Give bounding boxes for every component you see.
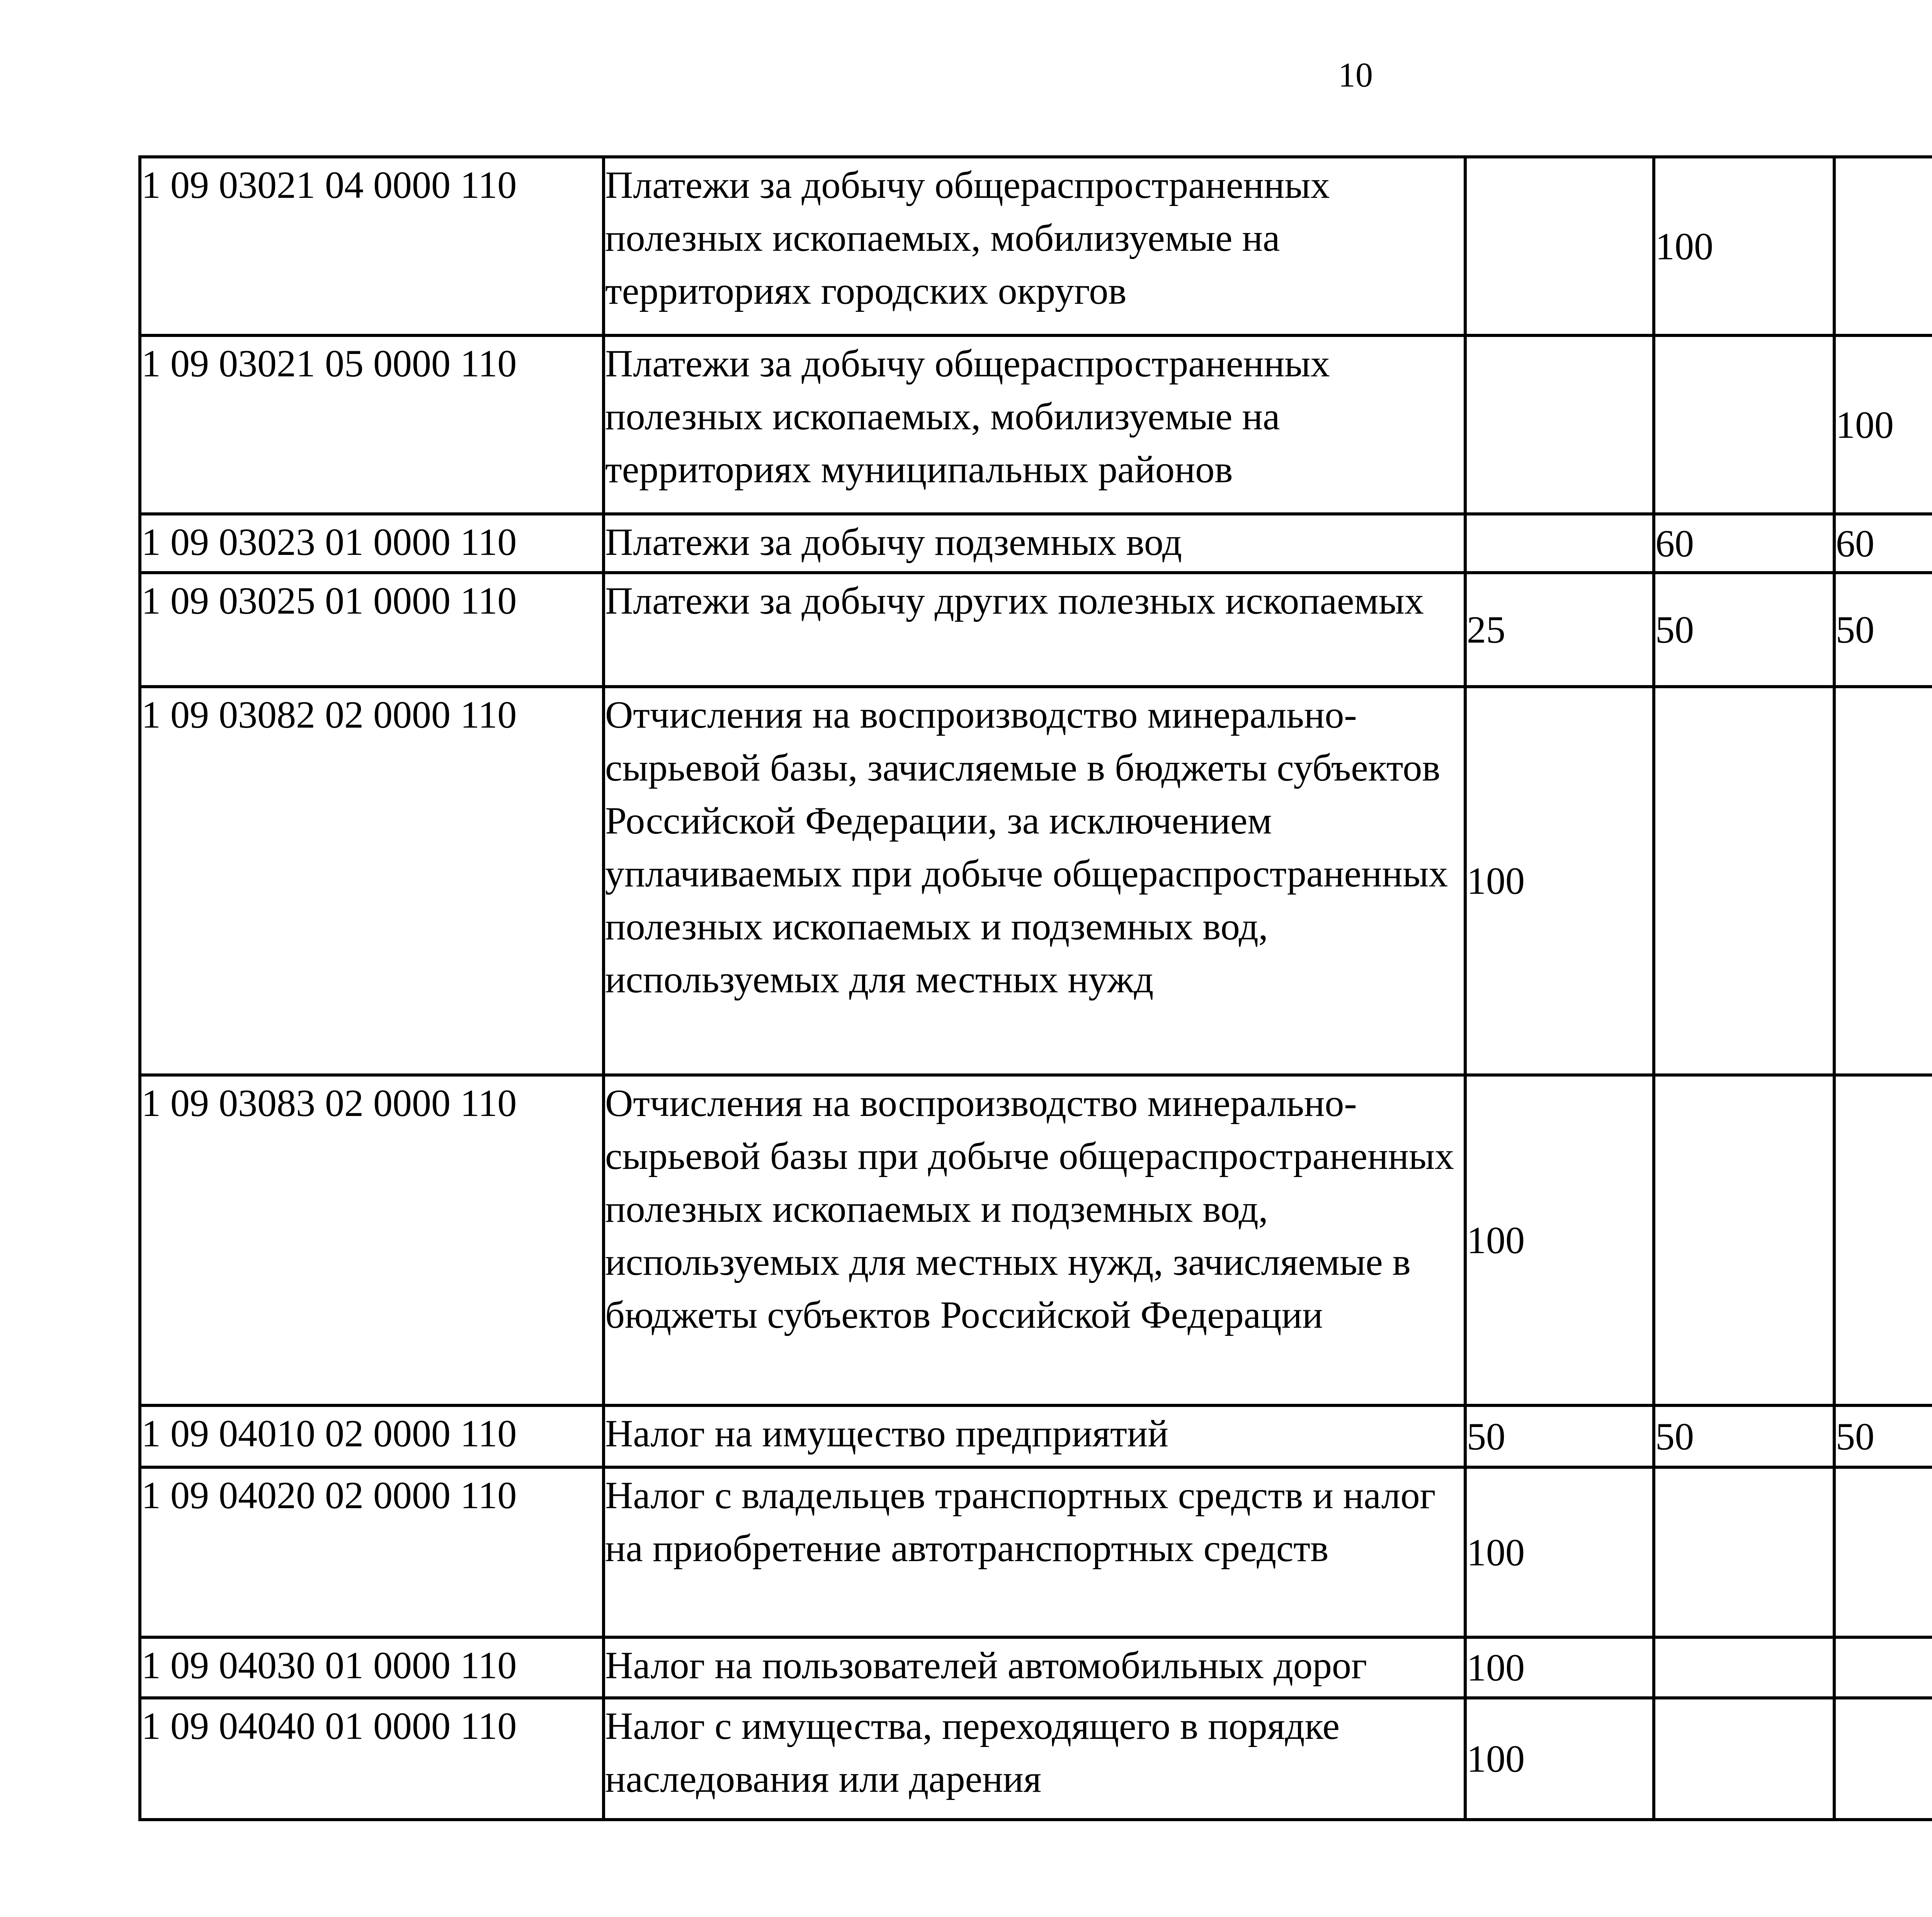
budget-code-cell: 1 09 04030 01 0000 110 <box>140 1637 604 1698</box>
share-cell-3 <box>1834 1467 1932 1637</box>
share-cell-3 <box>1834 1075 1932 1405</box>
revenue-name-cell: Отчисления на воспроизводство минерально-сырьевой базы, зачисляемые в бюджеты субъектов Российской Федерации, за исключением уплачиваемых при добыче общераспространенных полезных ископаемых и подземных вод, используемых для местных нужд <box>604 687 1465 1075</box>
budget-code-cell: 1 09 03025 01 0000 110 <box>140 573 604 687</box>
page-number: 10 <box>1338 56 1373 94</box>
budget-code-cell: 1 09 03021 05 0000 110 <box>140 335 604 514</box>
share-cell-1: 100 <box>1465 1075 1654 1405</box>
revenue-name-cell: Налог на имущество предприятий <box>604 1405 1465 1467</box>
share-cell-2 <box>1654 1075 1834 1405</box>
table-row <box>140 514 1932 573</box>
table-row <box>140 687 1932 1075</box>
share-cell-2: 50 <box>1654 1405 1834 1467</box>
share-cell-3 <box>1834 1637 1932 1698</box>
budget-code-cell: 1 09 03021 04 0000 110 <box>140 157 604 335</box>
share-cell-2 <box>1654 1698 1834 1820</box>
share-cell-2 <box>1654 687 1834 1075</box>
revenue-name-cell: Отчисления на воспроизводство минерально-сырьевой базы при добыче общераспространенных полезных ископаемых и подземных вод, используемых для местных нужд, зачисляемые в бюджеты субъектов Российской Федерации <box>604 1075 1465 1405</box>
share-cell-1: 100 <box>1465 1698 1654 1820</box>
share-cell-2 <box>1654 1637 1834 1698</box>
share-cell-3 <box>1834 157 1932 335</box>
share-cell-1: 50 <box>1465 1405 1654 1467</box>
revenue-name-cell: Платежи за добычу общераспространенных полезных ископаемых, мобилизуемые на территориях муниципальных районов <box>604 335 1465 514</box>
table-row <box>140 1467 1932 1637</box>
revenue-name-cell: Налог с имущества, переходящего в порядке наследования или дарения <box>604 1698 1465 1820</box>
table-row <box>140 335 1932 514</box>
share-cell-1 <box>1465 514 1654 573</box>
revenue-distribution-table <box>138 155 1932 1821</box>
budget-code-cell: 1 09 04020 02 0000 110 <box>140 1467 604 1637</box>
share-cell-3: 50 <box>1834 1405 1932 1467</box>
share-cell-1 <box>1465 335 1654 514</box>
revenue-name-cell: Налог на пользователей автомобильных дорог <box>604 1637 1465 1698</box>
budget-code-cell: 1 09 03023 01 0000 110 <box>140 514 604 573</box>
share-cell-1 <box>1465 157 1654 335</box>
budget-code-cell: 1 09 03082 02 0000 110 <box>140 687 604 1075</box>
share-cell-3: 100 <box>1834 335 1932 514</box>
share-cell-2 <box>1654 1467 1834 1637</box>
revenue-name-cell: Платежи за добычу общераспространенных полезных ископаемых, мобилизуемые на территориях городских округов <box>604 157 1465 335</box>
revenue-name-cell: Платежи за добычу подземных вод <box>604 514 1465 573</box>
table-row <box>140 1698 1932 1820</box>
share-cell-1: 100 <box>1465 687 1654 1075</box>
table-row <box>140 157 1932 335</box>
share-cell-2: 50 <box>1654 573 1834 687</box>
share-cell-3: 60 <box>1834 514 1932 573</box>
share-cell-3 <box>1834 1698 1932 1820</box>
share-cell-2 <box>1654 335 1834 514</box>
share-cell-1: 100 <box>1465 1637 1654 1698</box>
revenue-name-cell: Платежи за добычу других полезных ископаемых <box>604 573 1465 687</box>
share-cell-1: 25 <box>1465 573 1654 687</box>
table-row <box>140 1405 1932 1467</box>
budget-code-cell: 1 09 03083 02 0000 110 <box>140 1075 604 1405</box>
share-cell-1: 100 <box>1465 1467 1654 1637</box>
table-row <box>140 573 1932 687</box>
revenue-name-cell: Налог с владельцев транспортных средств и налог на приобретение автотранспортных средств <box>604 1467 1465 1637</box>
share-cell-3: 50 <box>1834 573 1932 687</box>
budget-code-cell: 1 09 04010 02 0000 110 <box>140 1405 604 1467</box>
table-row <box>140 1637 1932 1698</box>
table-row <box>140 1075 1932 1405</box>
share-cell-3 <box>1834 687 1932 1075</box>
share-cell-2: 100 <box>1654 157 1834 335</box>
budget-code-cell: 1 09 04040 01 0000 110 <box>140 1698 604 1820</box>
share-cell-2: 60 <box>1654 514 1834 573</box>
